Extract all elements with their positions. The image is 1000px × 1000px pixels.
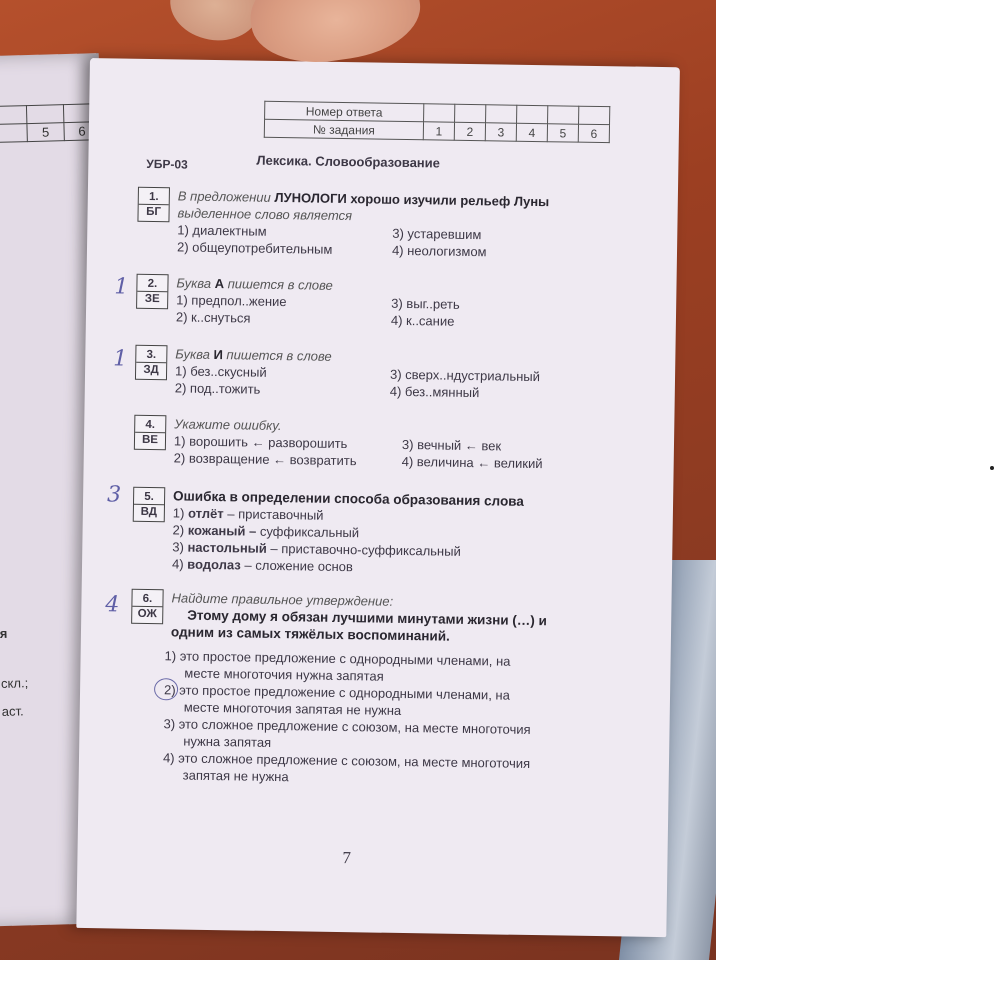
left-page-fragment: аст. — [1, 703, 24, 719]
task-question: Укажите ошибку. — [174, 416, 282, 434]
task-code: ОЖ — [132, 606, 162, 621]
task-badge — [137, 187, 170, 222]
question-bold-word: И — [213, 346, 223, 363]
option-line: 2) это простое предложение с однородными членами, на — [163, 682, 511, 703]
task-badge — [131, 589, 164, 624]
task-sentence-line1: Этому дому я обязан лучшими минутами жизни (…) и — [187, 607, 548, 629]
task-sentence-line2: одним из самых тяжёлых воспоминаний. — [170, 624, 450, 644]
answer-option[interactable]: 3) устаревшим — [392, 225, 482, 243]
answer-option[interactable]: 1) без..скусный — [174, 363, 267, 380]
left-page-grid — [0, 103, 101, 143]
option-line: 3) это сложное предложение с союзом, на месте многоточия — [163, 716, 531, 738]
option-word: кожаный – — [187, 522, 257, 539]
option-description: – сложение основ — [244, 557, 353, 575]
task-number: 2. — [147, 277, 158, 291]
task-question: Ошибка в определении способа образования слова — [173, 488, 525, 509]
answer-option[interactable] — [163, 749, 643, 791]
option-line: 4) это сложное предложение с союзом, на месте многоточия — [162, 750, 531, 771]
task-number-cell: 5 — [547, 124, 578, 142]
option-word: настольный — [187, 539, 267, 556]
answer-option[interactable]: 3) выг..реть — [391, 295, 460, 312]
task-number-cell: 6 — [578, 124, 609, 142]
worksheet-code: УБР-03 — [146, 156, 188, 172]
task-question-line2: выделенное слово является — [177, 205, 353, 224]
answer-option[interactable]: 4) неологизмом — [391, 242, 487, 260]
option-number: 1) — [172, 505, 185, 521]
option-line: месте многоточия нужна запятая — [184, 665, 384, 684]
task-number: 1. — [148, 190, 159, 204]
task-number-cell: 3 — [485, 123, 516, 141]
handwritten-mark: 4 — [105, 592, 120, 618]
task-number: 5. — [144, 490, 155, 504]
option-line: месте многоточия запятая не нужна — [183, 699, 402, 718]
task-code: БГ — [138, 204, 168, 219]
task-6 — [132, 589, 652, 785]
answer-cell[interactable] — [455, 104, 486, 122]
task-number-cell: 4 — [516, 123, 547, 141]
answer-option[interactable]: 2) к..снуться — [175, 309, 251, 326]
question-bold-word: А — [214, 275, 225, 292]
answer-cell[interactable] — [517, 105, 548, 123]
task-code: ВЕ — [135, 432, 165, 447]
answer-grid-row1-label: Номер ответа — [265, 101, 424, 121]
option-line: нужна запятая — [183, 733, 272, 750]
question-text: пишется в слове — [226, 347, 332, 364]
answer-option[interactable]: 1) диалектным — [177, 222, 267, 239]
stray-dot — [990, 466, 994, 470]
answer-cell[interactable] — [424, 104, 455, 122]
task-1 — [138, 187, 658, 260]
option-number: 3) — [172, 539, 185, 555]
task-code: ЗД — [136, 362, 166, 377]
question-bold-word: ЛУНОЛОГИ — [274, 189, 347, 207]
handwritten-mark: 1 — [114, 274, 129, 300]
task-badge — [134, 415, 167, 450]
option-line: запятая не нужна — [182, 767, 289, 785]
question-text: Буква — [176, 275, 212, 291]
answer-cell[interactable] — [486, 105, 517, 123]
option-word: отлёт — [187, 505, 224, 522]
answer-option[interactable]: 2) общеупотребительным — [176, 239, 333, 257]
option-description: – приставочный — [227, 506, 324, 523]
task-number: 6. — [142, 592, 153, 606]
task-code: ЗЕ — [137, 291, 167, 306]
task-badge — [133, 487, 166, 522]
task-5 — [133, 487, 653, 575]
answer-grid-row2-label: № задания — [264, 119, 423, 139]
question-text: хорошо изучили рельеф Луны — [350, 191, 550, 210]
left-grid-cell: 5 — [27, 123, 64, 142]
option-word: водолаз — [187, 556, 241, 573]
answer-option[interactable]: 4) к..сание — [390, 312, 455, 329]
handwritten-mark: 1 — [113, 346, 128, 372]
option-number: 4) — [171, 556, 184, 572]
task-badge — [135, 345, 168, 380]
task-number: 4. — [145, 418, 156, 432]
option-number: 2) — [172, 522, 185, 538]
question-text: пишется в слове — [227, 276, 333, 293]
workbook-page — [76, 58, 680, 937]
answer-option[interactable]: 3) вечный ← век — [401, 436, 502, 454]
section-title: Лексика. Словообразование — [256, 152, 441, 171]
question-text: Буква — [175, 346, 211, 362]
question-text: В предложении — [177, 188, 271, 205]
option-description: – приставочно-суффиксальный — [270, 540, 461, 559]
answer-option[interactable]: 2) возвращение ← возвратить — [173, 450, 357, 469]
answer-option[interactable]: 1) ворошить ← разворошить — [173, 433, 348, 452]
left-page-fragment: я — [0, 625, 8, 641]
task-3 — [136, 345, 656, 401]
task-4 — [134, 415, 654, 472]
task-2 — [137, 274, 657, 329]
answer-option[interactable]: 1) предпол..жение — [176, 292, 287, 310]
answer-option[interactable]: 2) под..тожить — [174, 380, 261, 397]
task-number-cell: 1 — [423, 122, 454, 140]
handwritten-mark: 3 — [106, 482, 122, 508]
task-code: ВД — [134, 504, 164, 519]
answer-grid — [264, 101, 611, 143]
left-grid-cell: 6 — [64, 122, 101, 141]
page-number: 7 — [342, 848, 352, 868]
answer-option[interactable]: 3) сверх..ндустриальный — [389, 366, 541, 385]
answer-option[interactable]: 4) величина ← великий — [401, 453, 543, 472]
answer-cell[interactable] — [579, 106, 610, 124]
option-line: 1) это простое предложение с однородными членами, на — [164, 648, 511, 669]
task-badge — [136, 274, 169, 309]
task-number-cell: 2 — [454, 122, 485, 140]
task-number: 3. — [146, 348, 157, 362]
task-question: Найдите правильное утверждение: — [171, 590, 394, 609]
left-page-fragment: скл.; — [0, 675, 29, 691]
option-description: суффиксальный — [259, 523, 360, 541]
answer-cell[interactable] — [548, 106, 579, 124]
answer-option[interactable]: 4) без..мянный — [389, 383, 480, 401]
